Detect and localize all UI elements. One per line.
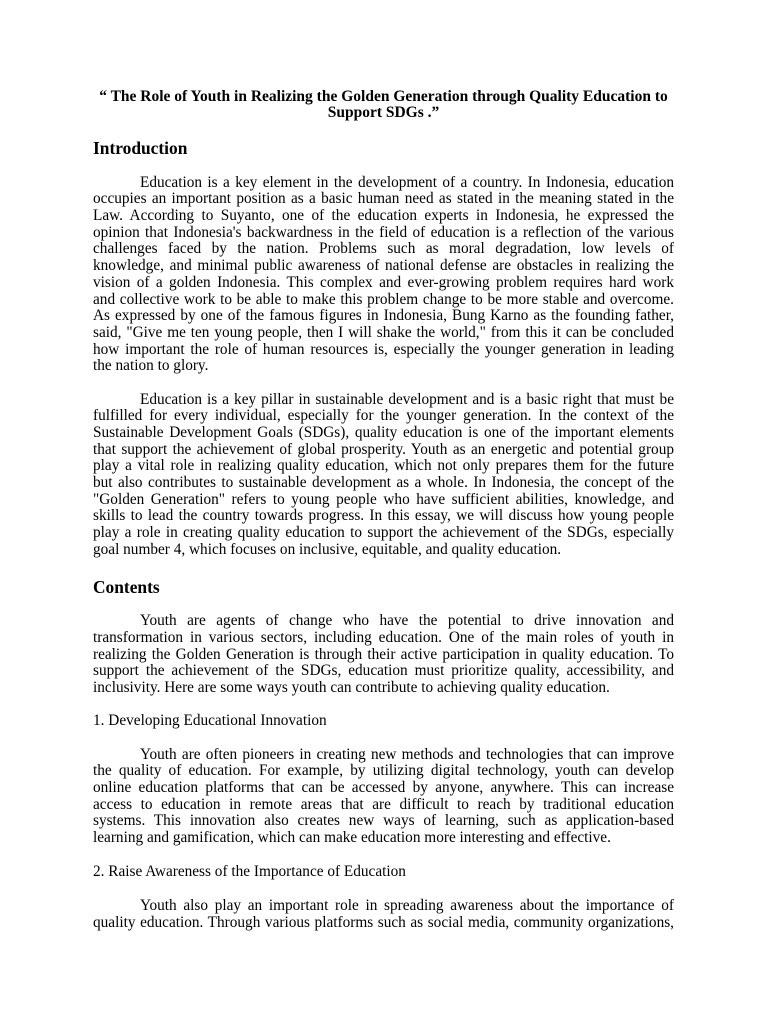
paragraph-line: Youth also play an important role in spreading awareness about the importance of	[140, 897, 674, 915]
introduction-paragraph-2	[93, 392, 674, 559]
paragraph-line: online education platforms that can be accessed by anyone, anywhere. This can increase	[93, 779, 674, 797]
paragraph-line: vision of a golden Indonesia. This complex and ever-growing problem requires hard work	[93, 273, 674, 291]
paragraph-line: occupies an important position as a basic human need as stated in the meaning stated in the	[93, 190, 674, 208]
section-heading-introduction: Introduction	[93, 138, 188, 158]
paragraph-line: opinion that Indonesia's backwardness in the field of education is a reflection of the various	[93, 223, 674, 241]
paragraph-line: Youth are agents of change who have the potential to drive innovation and	[140, 612, 674, 630]
paragraph-line: access to education in remote areas that are difficult to reach by traditional education	[93, 795, 674, 813]
paragraph-line: Youth are often pioneers in creating new methods and technologies that can improve	[140, 745, 674, 763]
paragraph-line: As expressed by one of the famous figures in Indonesia, Bung Karno as the founding father,	[93, 307, 674, 325]
point-heading-2: 2. Raise Awareness of the Importance of Education	[93, 862, 406, 880]
paragraph-line: realizing the Golden Generation is through their active participation in quality education. To	[93, 645, 674, 663]
document-body	[93, 89, 674, 932]
paragraph-line: Sustainable Development Goals (SDGs), quality education is one of the important elements	[93, 424, 674, 441]
point-paragraph-2	[93, 898, 674, 931]
contents-paragraph	[93, 613, 674, 696]
paragraph-line: skills to lead the country towards progress. In this essay, we will discuss how young people	[93, 507, 674, 525]
point-heading-1: 1. Developing Educational Innovation	[93, 712, 327, 730]
paragraph-line: systems. This innovation also creates new ways of learning, such as application-based	[93, 812, 674, 830]
paragraph-line: Law. According to Suyanto, one of the education experts in Indonesia, he expressed the	[93, 207, 674, 225]
title-line: Support SDGs .”	[327, 104, 440, 121]
paragraph-line: the nation to glory.	[93, 357, 209, 375]
point-paragraph-1	[93, 747, 674, 847]
paragraph-line: learning and gamification, which can make education more interesting and effective.	[93, 829, 611, 847]
paragraph-line: transformation in various sectors, including education. One of the main roles of youth in	[93, 628, 674, 646]
section-heading-contents: Contents	[93, 576, 160, 597]
paragraph-line: play a vital role in realizing quality education, which not only prepares them for the future	[93, 457, 674, 475]
paragraph-line: fulfilled for every individual, especially for the younger generation. In the context of the	[93, 407, 674, 425]
title-line: “ The Role of Youth in Realizing the Golden Generation through Quality Education to	[99, 88, 668, 105]
paragraph-line: play a role in creating quality education to support the achievement of the SDGs, especially	[93, 524, 674, 542]
paragraph-line: said, "Give me ten young people, then I will shake the world," from this it can be concluded	[93, 323, 674, 341]
paragraph-line: support the achievement of the SDGs, education must prioritize quality, accessibility, and	[93, 662, 674, 680]
paragraph-line: goal number 4, which focuses on inclusive, equitable, and quality education.	[93, 540, 562, 558]
paragraph-line: quality education. Through various platforms such as social media, community organizations,	[93, 913, 674, 931]
paragraph-line: that support the achievement of global prosperity. Youth as an energetic and potential group	[93, 440, 674, 458]
paragraph-line: the quality of education. For example, by utilizing digital technology, youth can develop	[93, 762, 674, 780]
paragraph-line: Education is a key pillar in sustainable development and is a basic right that must be	[140, 390, 674, 408]
paragraph-line: and collective work to be able to make this problem change to be more stable and overcome.	[93, 290, 674, 308]
paragraph-line: challenges faced by the nation. Problems such as moral degradation, low levels of	[93, 240, 674, 258]
paragraph-line: inclusivity. Here are some ways youth can contribute to achieving quality education.	[93, 678, 610, 696]
paragraph-line: how important the role of human resources is, especially the younger generation in leading	[93, 340, 674, 358]
paragraph-line: Education is a key element in the development of a country. In Indonesia, education	[140, 173, 674, 191]
paragraph-line: knowledge, and minimal public awareness of national defense are obstacles in realizing the	[93, 257, 674, 275]
paragraph-line: "Golden Generation" refers to young people who have sufficient abilities, knowledge, and	[93, 490, 674, 508]
introduction-paragraph-1	[93, 175, 674, 375]
paragraph-line: but also contributes to sustainable development as a whole. In Indonesia, the concept of the	[93, 474, 674, 492]
page-title	[93, 89, 674, 121]
